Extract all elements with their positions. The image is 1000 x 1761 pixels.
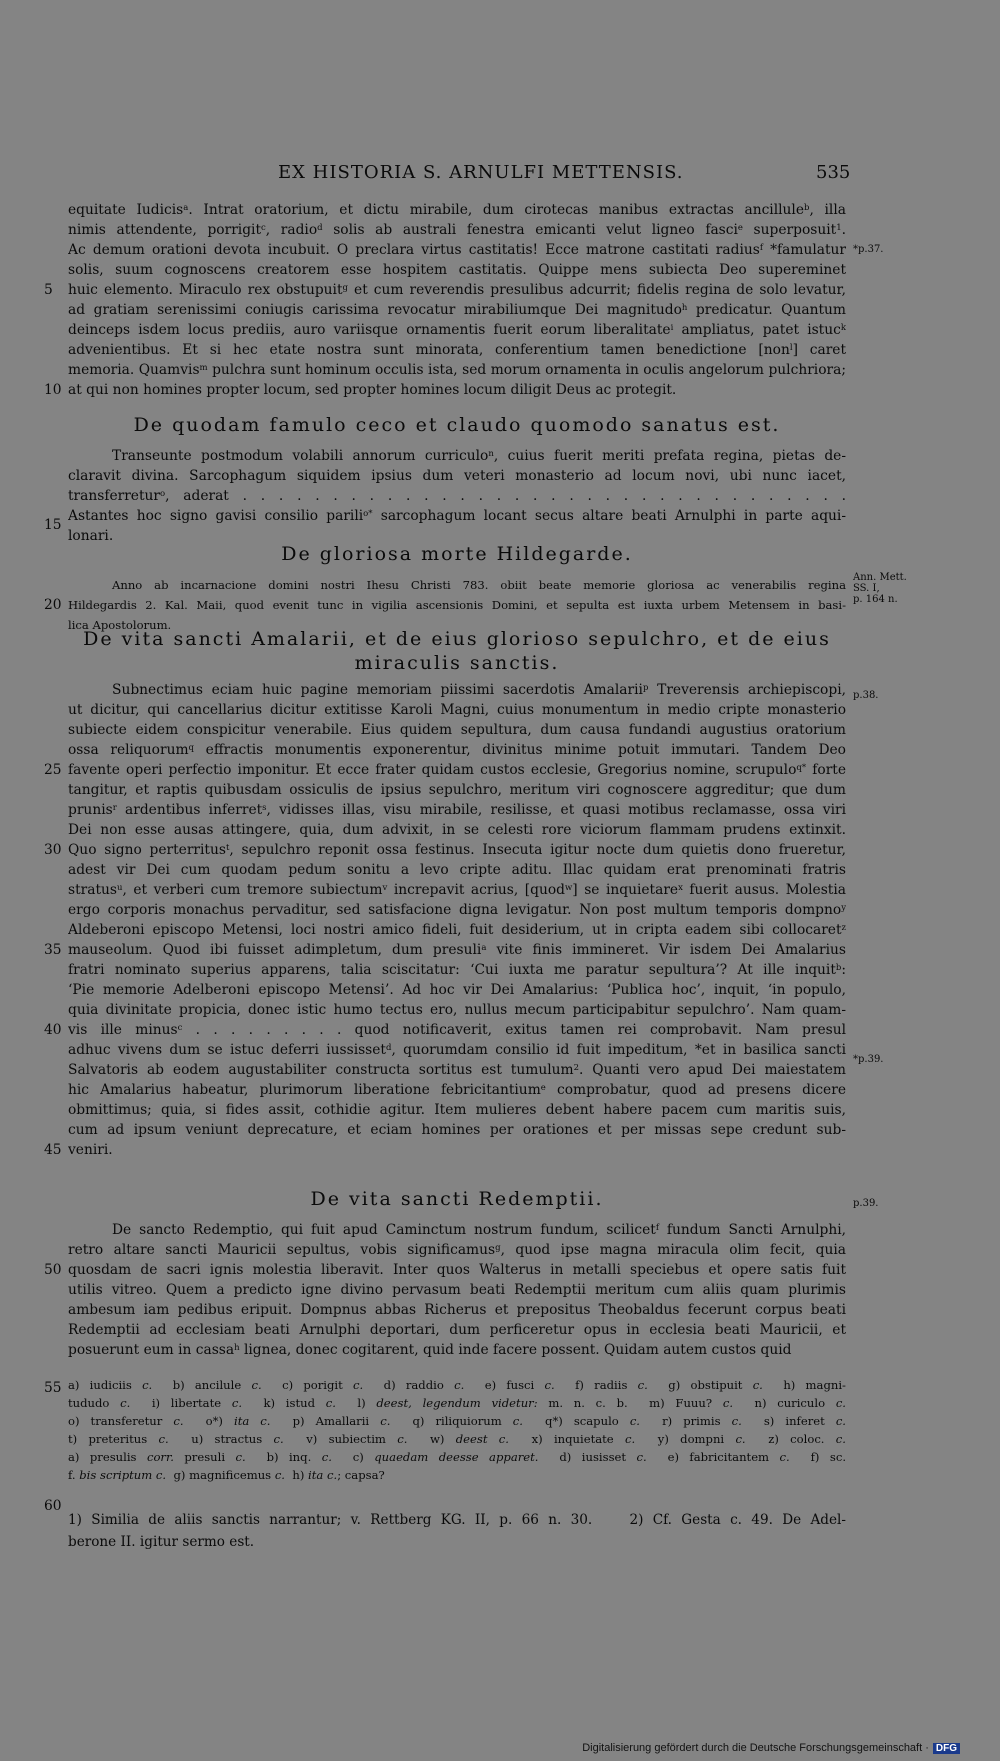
- text-line: ‘Pie memorie Adelberoni episcopo Metensi’. Ad hoc vir Dei Amalarius: ‘Publica hoc’, inquit, ‘in populo,: [68, 982, 846, 998]
- section-heading: De gloriosa morte Hildegarde.: [281, 543, 633, 565]
- margin-note: Ann. Mett.: [853, 572, 907, 583]
- credit-text: Digitalisierung gefördert durch die Deutsche Forschungsgemeinschaft ·: [582, 1742, 929, 1754]
- margin-note: *p.37.: [853, 244, 884, 255]
- text-line: tangitur, et raptis quibusdam ossiculis de ipsius sepulchro, meritum viri cognoscere aggreditur; que dum: [68, 782, 846, 798]
- apparatus-line: a) presulis corr. presuli c. b) inq. c. c) quaedam deesse apparet. d) iusisset c. e) fabricitantem c. f) sc.: [68, 1450, 846, 1464]
- line-number: 40: [44, 1022, 62, 1038]
- line-number: 30: [44, 842, 62, 858]
- apparatus-line: tududo c. i) libertate c. k) istud c. l) deest, legendum videtur: m. n. c. b. m) Fuuu? c. n) curiculo c.: [68, 1396, 846, 1410]
- text-line: huic elemento. Miraculo rex obstupuit$^g$ et cum reverendis presulibus adcurrit; fidelis regina de solo levatur,: [68, 282, 846, 298]
- section-heading: De vita sancti Redemptii.: [310, 1188, 604, 1210]
- margin-note: SS. I,: [853, 583, 880, 594]
- text-line: quosdam de sacri ignis molestia liberavit. Inter quos Walterus in metalli speciebus et opere satis fuit: [68, 1262, 846, 1278]
- text-line: ambesum iam pedibus eripuit. Dompnus abbas Richerus et prepositus Theobaldus fecerunt corpus beati: [68, 1302, 846, 1318]
- text-line: cum ad ipsum veniunt deprecature, et eciam homines per orationes et per missas sepe credunt sub-: [68, 1122, 846, 1138]
- text-line: ut dicitur, qui cancellarius dicitur extitisse Karoli Magni, cuius monumentum in medio cripte monasterio: [68, 702, 846, 718]
- text-line: adhuc vivens dum se istuc deferri iussisset$^d$, quorumdam consilio id fuit impeditum, *et in basilica sancti: [68, 1042, 846, 1058]
- line-number: 50: [44, 1262, 62, 1278]
- apparatus-line: t) preteritus c. u) stractus c. v) subiectim c. w) deest c. x) inquietate c. y) dompni c. z) coloc. c.: [68, 1432, 846, 1446]
- text-line: vis ille minus$^c$ . . . . . . . . . quod notificaverit, exitus tamen rei comprobavit. Nam presul: [68, 1022, 846, 1038]
- digitization-credit: [582, 1742, 960, 1754]
- text-line: solis, suum cognoscens creatorem esse hospitem castitatis. Quippe mens subiecta Deo supereminet: [68, 262, 846, 278]
- text-line: Aldeberoni episcopo Metensi, loci nostri amico fideli, fuit desiderium, ut in cripta eadem sibi collocaret$^z$: [68, 922, 846, 938]
- text-line: Ac demum orationi devota incubuit. O preclara virtus castitatis! Ecce matrone castitati radius$^f$ *famulatur: [68, 242, 846, 258]
- text-line: fratri nominato superius apparens, talia sciscitatur: ‘Cui iuxta me paratur sepultura’? At ille inquit$^b$:: [68, 962, 846, 978]
- text-line: posuerunt eum in cassa$^h$ lignea, donec cogitarent, quid inde facere possent. Quidam autem custos quid: [68, 1342, 792, 1358]
- text-line: ergo corporis monachus pervaditur, sed satisfacione digna levigatur. Non post multum temporis dompno$^y$: [68, 902, 846, 918]
- text-line: nimis attendente, porrigit$^c$, radio$^d$ solis ab australi fenestra emicanti velut ligneo fasci$^e$ superposuit$^1$.: [68, 222, 846, 238]
- text-line: hic Amalarius habeatur, plurimorum liberatione febricitantium$^e$ comprobatur, quod ad presens dicere: [68, 1082, 846, 1098]
- text-line: stratus$^u$, et verberi cum tremore subiectum$^v$ increpavit acrius, [quod$^w$] se inquietare$^x$ fuerit ausus. Molestia: [68, 882, 846, 898]
- margin-note: p.38.: [853, 690, 879, 701]
- running-head: [0, 160, 1000, 188]
- text-line: advenientibus. Et si hec etate nostra sunt minorata, conferentium tamen benedictione [non$^l$] caret: [68, 342, 846, 358]
- text-line: lica Apostolorum.: [68, 618, 172, 632]
- text-line: Transeunte postmodum volabili annorum curriculo$^n$, cuius fuerit meriti prefata regina, pietas de-: [112, 448, 846, 464]
- text-line: Anno ab incarnacione domini nostri Ihesu Christi 783. obiit beate memorie gloriosa ac venerabilis regina: [112, 578, 846, 592]
- text-line: utilis vitreo. Quem a predicto igne divino pervasum beati Redemptii meritum cum aliis quam plurimis: [68, 1282, 846, 1298]
- text-line: equitate Iudicis$^a$. Intrat oratorium, et dictu mirabile, dum cirotecas manibus extractas ancillule$^b$, illa: [68, 202, 846, 218]
- line-number: 35: [44, 942, 62, 958]
- text-line: Salvatoris ab eodem augustabiliter constructa sortitus est tumulum$^2$. Quanti vero apud Dei maiestatem: [68, 1062, 846, 1078]
- section-heading: De vita sancti Amalarii, et de eius glorioso sepulchro, et de eius: [83, 628, 831, 650]
- text-line: Subnectimus eciam huic pagine memoriam piissimi sacerdotis Amalarii$^p$ Treverensis archiepiscopi,: [112, 682, 846, 698]
- text-line: lonari.: [68, 528, 114, 544]
- margin-note: *p.39.: [853, 1054, 884, 1065]
- line-number: 10: [44, 382, 62, 398]
- text-line: adest vir Dei cum quodam pedum sonitu a levo cripte aditu. Illac quidam erat prenominati fratris: [68, 862, 846, 878]
- apparatus-line: a) iudiciis c. b) ancilule c. c) porigit c. d) raddio c. e) fusci c. f) radiis c. g) obstipuit c. h) magni-: [68, 1378, 846, 1392]
- apparatus-line: f. bis scriptum c. g) magnificemus c. h) ita c.; capsa?: [68, 1468, 385, 1482]
- text-line: veniri.: [68, 1142, 113, 1158]
- text-line: mauseolum. Quod ibi fuisset adimpletum, dum presuli$^a$ vite finis immineret. Vir isdem Dei Amalarius: [68, 942, 846, 958]
- text-line: at qui non homines propter locum, sed propter homines locum diligit Deus ac protegit.: [68, 382, 677, 398]
- dfg-logo: DFG: [933, 1743, 960, 1754]
- running-title: EX HISTORIA S. ARNULFI METTENSIS.: [278, 162, 684, 183]
- footnote-line: 1) Similia de aliis sanctis narrantur; v. Rettberg KG. II, p. 66 n. 30. 2) Cf. Gesta c. 49. De Adel-: [68, 1512, 846, 1528]
- text-line: subiecte eidem conspicitur venerabile. Eius quidem sepultura, dum causa fundandi augustius oratorium: [68, 722, 846, 738]
- text-line: De sancto Redemptio, qui fuit apud Caminctum nostrum fundum, scilicet$^f$ fundum Sancti Arnulphi,: [112, 1222, 846, 1238]
- line-number: 25: [44, 762, 62, 778]
- text-line: Astantes hoc signo gavisi consilio parili$^{o*}$ sarcophagum locant secus altare beati Arnulphi in parte aqui-: [68, 508, 846, 524]
- text-line: memoria. Quamvis$^m$ pulchra sunt hominum occulis ista, sed morum ornamenta in oculis angelorum pulchriora;: [68, 362, 846, 378]
- text-line: obmittimus; quia, si fides assit, cothidie agitur. Item mulieres debent habere pacem cum maritis suis,: [68, 1102, 846, 1118]
- text-line: claravit divina. Sarcophagum siquidem ipsius dum veteri monasterio ad locum novi, ubi nunc iacet,: [68, 468, 846, 484]
- text-line: quia divinitate propicia, donec istic humo tectus ero, nullus mecum participabitur sepulchro’. Nam quam-: [68, 1002, 846, 1018]
- text-line: Quo signo perterritus$^t$, sepulchro reponit ossa festinus. Insecuta igitur nocte dum quietis dono frueretur,: [68, 842, 846, 858]
- page-number: 535: [816, 162, 851, 183]
- text-line: Dei non esse ausas attingere, quia, dum advixit, in se celesti rore viciorum flammam prudens extinxit.: [68, 822, 846, 838]
- line-number: 15: [44, 517, 62, 533]
- text-line: prunis$^r$ ardentibus inferret$^s$, vidisses illas, visu mirabile, resilisse, et quasi motibus reclamasse, ossa viri: [68, 802, 846, 818]
- line-number: 55: [44, 1380, 62, 1396]
- section-heading-continued: miraculis sanctis.: [354, 652, 560, 674]
- text-line: ad gratiam serenissimi coniugis carissima revocatur mirabiliumque Dei magnitudo$^h$ predicatur. Quantum: [68, 302, 846, 318]
- text-line: ossa reliquorum$^q$ effractis monumentis exponerentur, divinitus minime potuit immutari. Tandem Deo: [68, 742, 846, 758]
- section-heading: De quodam famulo ceco et claudo quomodo sanatus est.: [133, 414, 781, 436]
- margin-note: p.39.: [853, 1198, 879, 1209]
- margin-note: p. 164 n.: [853, 594, 898, 605]
- line-number: 45: [44, 1142, 62, 1158]
- text-line: Hildegardis 2. Kal. Maii, quod evenit tunc in vigilia ascensionis Domini, et sepulta est iuxta urbem Metensem in basi-: [68, 598, 846, 612]
- line-number: 5: [44, 282, 53, 298]
- text-line: favente operi perfectio imponitur. Et ecce frater quidam custos ecclesie, Gregorius nomine, scrupulo$^{q*}$ forte: [68, 762, 846, 778]
- text-line: Redemptii ad ecclesiam beati Arnulphi deportari, dum perficeretur opus in ecclesia beati Mauricii, et: [68, 1322, 846, 1338]
- apparatus-line: o) transferetur c. o*) ita c. p) Amallarii c. q) riliquiorum c. q*) scapulo c. r) primis c. s) inferet c.: [68, 1414, 846, 1428]
- footnote-line: berone II. igitur sermo est.: [68, 1534, 255, 1550]
- text-line: deinceps isdem locus prediis, auro variisque ornamentis fuerit eorum liberalitate$^i$ ampliatus, patet istuc$^k$: [68, 322, 846, 338]
- text-line: transferretur$^o$, aderat . . . . . . . . . . . . . . . . . . . . . . . . . . . . . . . . . .: [68, 488, 846, 504]
- text-line: retro altare sancti Mauricii sepultus, vobis significamus$^g$, quod ipse magna miracula olim fecit, quia: [68, 1242, 846, 1258]
- line-number: 20: [44, 597, 62, 613]
- line-number: 60: [44, 1498, 62, 1514]
